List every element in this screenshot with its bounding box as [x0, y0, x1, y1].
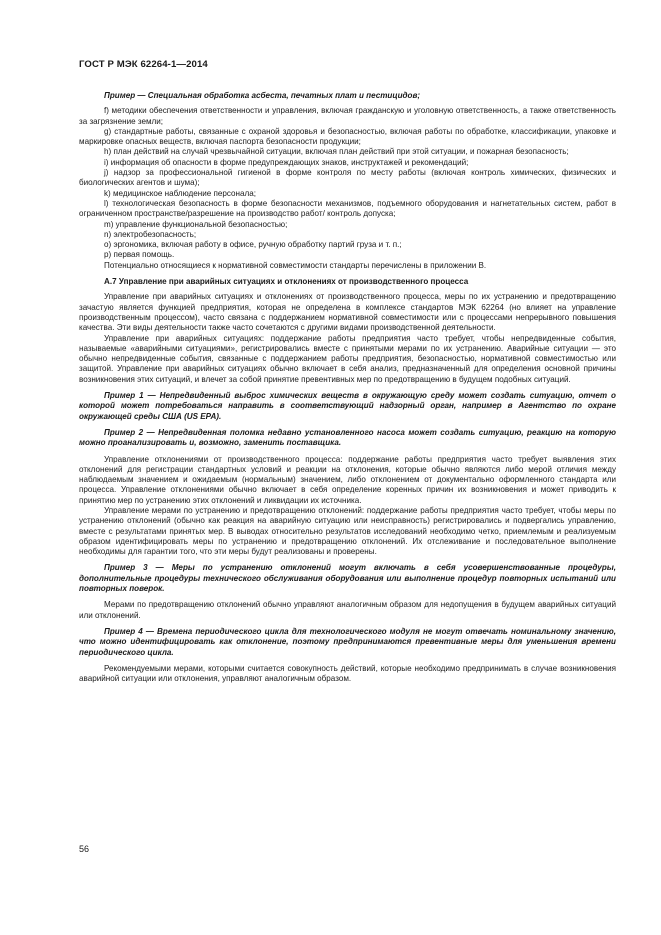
paragraph-recommended-actions: Рекомендуемыми мерами, которыми считается совокупность действий, которые необходимо предпринимать в случае возникновения аварийной ситуации или отклонения, управляют аналогичным образом. [79, 663, 616, 684]
paragraph-corrective-actions: Управление мерами по устранению и предотвращению отклонений: поддержание работы предприятия часто требует, чтобы меры по устранению отклонений (обычно как реакция на аварийную ситуацию или неисправность) регистрировались и подвергались управлению, вместе с результатами принятых мер. В выводах относительно результатов исследований необходимо четко, приемлемым и реализуемым образом идентифицировать меры по устранению и предотвращению отклонений. Их отслеживание и последовательное выполнение необходимы для гарантии того, что эти меры будут реализованы и проверены. [79, 505, 616, 557]
document-header: ГОСТ Р МЭК 62264-1—2014 [79, 59, 208, 70]
list-item-f: f) методики обеспечения ответственности и управления, включая гражданскую и уголовную ответственность, а также ответственность за загрязнение земли; [79, 106, 616, 126]
list-item-l: l) технологическая безопасность в форме безопасности механизмов, подъемного оборудования и нагнетательных систем, работ в ограниченном пространстве/разрешение на производство работ/ контроль допуска; [79, 198, 616, 219]
list-item-k: k) медицинское наблюдение персонала; [104, 188, 256, 198]
document-body [79, 91, 616, 684]
section-heading-a7: А.7 Управление при аварийных ситуациях и отклонениях от производственного процесса [104, 277, 469, 287]
example-2: Пример 2 — Непредвиденная поломка недавно установленного насоса может создать ситуацию, реакцию на которую можно проанализировать и, возможно, заменить поставщика. [79, 427, 616, 448]
list-item-j: j) надзор за профессиональной гигиеной в форме контроля по месту работы (включая контроль химических, физических и биологических агентов и шума); [79, 168, 616, 188]
example-4: Пример 4 — Времена периодического цикла для технологического модуля не могут отвечать номинальному значению, что можно идентифицировать как отклонение, поэтому предпринимаются превентивные меры для уменьшения времени периодического цикла. [79, 626, 616, 657]
list-item-g: g) стандартные работы, связанные с охраной здоровья и безопасностью, включая работы по обработке, классификации, упаковке и маркировке опасных веществ, включая паспорта безопасности продукции; [79, 126, 616, 147]
standards-reference-note: Потенциально относящиеся к нормативной совместимости стандарты перечислены в приложении В. [104, 260, 487, 270]
list-item-h: h) план действий на случай чрезвычайной ситуации, включая план действий при этой ситуации, и пожарная безопасность; [104, 147, 569, 157]
paragraph-preventive-actions: Мерами по предотвращению отклонений обычно управляют аналогичным образом для недопущения в будущем аварийных ситуаций или отклонений. [79, 600, 616, 620]
example-1: Пример 1 — Непредвиденный выброс химических веществ в окружающую среду может создать ситуацию, отчет о которой может потребоваться направить в соответствующий надзорный орган, например в Агентство по охране окружающей среды США (US EPA). [79, 391, 616, 421]
paragraph-incident-intro: Управление при аварийных ситуациях и отклонениях от производственного процесса, меры по их устранению и предотвращению зачастую является функцией предприятия, которая не определена в комплексе стандартов МЭК 62264 (но влияет на управление производственным процессом), часто связана с поддержанием нормативной совместимости или с процессами непрерывного повышения качества. Эти виды деятельности также часто сочетаются с другими видами производственной деятельности. [79, 292, 616, 333]
example-3: Пример 3 — Меры по устранению отклонений могут включать в себя усовершенствованные процедуры, дополнительные процедуры технического обслуживания оборудования или выполнение процедур повторных испытаний или повторных поверок. [79, 563, 616, 594]
list-item-i: i) информация об опасности в форме предупреждающих знаков, инструктажей и рекомендаций; [104, 157, 469, 167]
list-item-p: p) первая помощь. [104, 250, 175, 260]
paragraph-incident-management: Управление при аварийных ситуациях: поддержание работы предприятия часто требует, чтобы непредвиденные события, называемые «аварийными ситуациями», регистрировались вместе с принятыми мерами по их устранению. Аварийные ситуации — это обычно непредвиденные события, связанные с поддержанием работы предприятия, безопасностью, нормативной совместимостью или защитой. Управление при аварийных ситуациях обычно включает в себя анализ, предназначенный для определения основной причины возникновения этих ситуаций, и влечет за собой принятие превентивных мер по предотвращению в будущем подобных ситуаций. [79, 333, 616, 384]
list-item-m: m) управление функциональной безопасностью; [104, 219, 288, 229]
list-item-n: n) электробезопасность; [104, 229, 197, 239]
paragraph-deviation-management: Управление отклонениями от производственного процесса: поддержание работы предприятия часто требует выявления этих отклонений для регистрации стандартных условий и реакции на отклонения, которые обычно являются либо мерой отличия между наблюдаемым значением и ожидаемым (нормальным) значением, либо отклонением от документально оформленного стандарта или процесса. Управление отклонениями обычно включает в себя определение коренных причин их возникновения и может приводить к принятию мер по устранению этих отклонений и ликвидации их источника. [79, 454, 616, 505]
example-specialized-handling: Пример — Специальная обработка асбеста, печатных плат и пестицидов; [104, 91, 421, 100]
page-number: 56 [79, 844, 90, 854]
list-item-o: o) эргономика, включая работу в офисе, ручную обработку партий груза и т. п.; [104, 240, 402, 250]
